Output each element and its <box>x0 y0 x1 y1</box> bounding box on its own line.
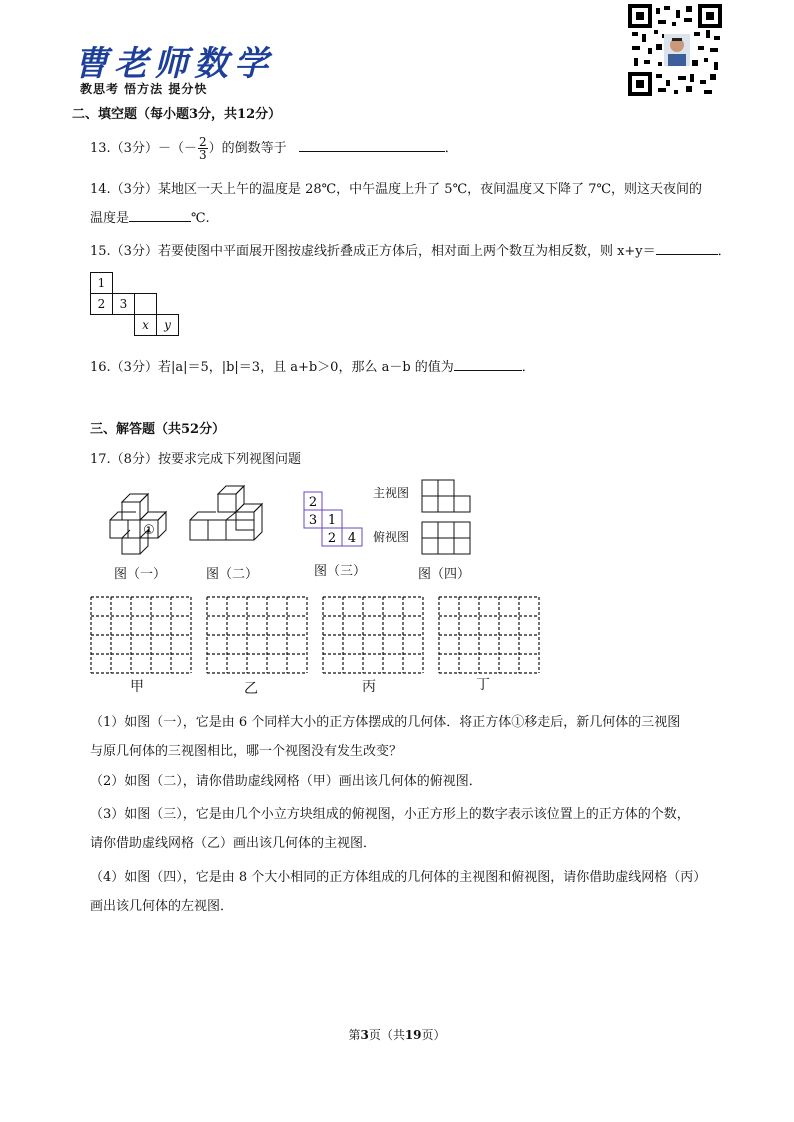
fig4-top-label: 俯视图 <box>373 530 410 544</box>
q16-answer-blank[interactable] <box>454 357 522 371</box>
figure-3-topview <box>302 490 366 550</box>
brand-title: 曹老师数学 <box>74 44 274 84</box>
q17-part3-line2: 请你借助虚线网格（乙）画出该几何体的主视图． <box>90 836 377 851</box>
footer-pre: 第 <box>348 1028 361 1042</box>
q15-cube-net <box>90 272 182 338</box>
grid-label-ding: 丁 <box>476 677 490 693</box>
q14-answer-blank[interactable] <box>129 208 191 222</box>
net-cell-1: 1 <box>90 272 113 294</box>
fig3-num-2: 3 <box>308 513 318 528</box>
footer-mid: 页（共 <box>368 1028 405 1042</box>
figure-1-cubes <box>108 488 184 556</box>
section-3-title: 三、解答题（共52分） <box>90 422 226 437</box>
fig4-label: 图（四） <box>418 567 471 582</box>
fig3-num-4: 2 <box>327 531 337 546</box>
fig2-label: 图（二） <box>206 567 259 582</box>
net-cell-empty <box>134 293 157 315</box>
fig3-num-5: 4 <box>347 531 357 546</box>
q17-part2: （2）如图（二），请你借助虚线网格（甲）画出该几何体的俯视图． <box>90 774 482 789</box>
q13-suffix: ）的倒数等于 <box>208 141 287 156</box>
q13-numerator: 2 <box>198 135 207 149</box>
fig3-num-1: 2 <box>308 495 318 510</box>
q17-title: 17.（8分）按要求完成下列视图问题 <box>90 452 301 467</box>
grid-label-bing: 丙 <box>362 679 376 695</box>
page-footer <box>0 1026 794 1043</box>
grid-label-yi: 乙 <box>244 681 258 697</box>
net-cell-3: 3 <box>112 293 135 315</box>
q17-part3-line1: （3）如图（三），它是由几个小立方块组成的俯视图，小正方形上的数字表示该位置上的正方体的个数， <box>90 807 690 822</box>
grid-label-jia: 甲 <box>130 679 144 695</box>
q14-line1: 14.（3分）某地区一天上午的温度是 28℃，中午温度上升了 5℃，夜间温度又下降了 7℃，则这天夜间的 <box>90 182 703 197</box>
q13-prefix: 13.（3分）－（－ <box>90 141 197 156</box>
fig3-num-3: 1 <box>327 513 337 528</box>
grid-ding[interactable] <box>439 597 539 673</box>
q16-text: 16.（3分）若|a|＝5，|b|＝3，且 a+b＞0，那么 a－b 的值为 <box>90 360 454 375</box>
q17-part4-line2: 画出该几何体的左视图． <box>90 899 234 914</box>
brand-slogan: 教思考 悟方法 提分快 <box>80 82 208 96</box>
fig1-label: 图（一） <box>114 567 167 582</box>
question-13: 13.（3分）－（－ $\frac{2}{3}$ ）的倒数等于 ． <box>90 135 458 162</box>
q15-text: 15.（3分）若要使图中平面展开图按虚线折叠成正方体后，相对面上两个数互为相反数，则 x+y＝ <box>90 244 656 259</box>
footer-post: 页） <box>421 1028 446 1042</box>
fig3-label: 图（三） <box>314 564 367 579</box>
q13-answer-blank[interactable] <box>299 138 445 152</box>
net-cell-y: y <box>156 314 179 336</box>
footer-page-number: 3 <box>360 1028 369 1042</box>
net-cell-2: 2 <box>90 293 113 315</box>
figure-2-cubes <box>188 484 272 544</box>
grid-yi[interactable] <box>207 597 307 673</box>
q14-unit: ℃. <box>191 211 210 226</box>
q13-denominator: 3 <box>198 148 207 162</box>
fig4-front-label: 主视图 <box>373 486 410 500</box>
question-15: 15.（3分）若要使图中平面展开图按虚线折叠成正方体后，相对面上两个数互为相反数，则 x+y＝ ． <box>90 240 731 259</box>
q13-fraction <box>198 136 208 161</box>
fig1-mark: ① <box>143 523 155 538</box>
dashed-grids <box>90 596 550 676</box>
grid-bing[interactable] <box>323 597 423 673</box>
q17-part4-line1: （4）如图（四），它是由 8 个大小相同的正方体组成的几何体的主视图和俯视图，请你借助虚线网格（丙） <box>90 870 707 885</box>
question-16: 16.（3分）若|a|＝5，|b|＝3，且 a+b＞0，那么 a－b 的值为 ． <box>90 356 535 375</box>
section-2-title: 二、填空题（每小题3分，共12分） <box>72 107 282 122</box>
net-cell-x: x <box>134 314 157 336</box>
q17-part1-line2: 与原几何体的三视图相比，哪一个视图没有发生改变？ <box>90 744 403 759</box>
question-14-line2 <box>90 207 210 226</box>
q15-answer-blank[interactable] <box>656 241 718 255</box>
q14-label: 温度是 <box>90 211 130 226</box>
q17-part1-line1: （1）如图（一），它是由 6 个同样大小的正方体摆成的几何体．将正方体①移走后，新几何体的三视图 <box>90 715 681 730</box>
qr-code-icon <box>628 4 722 96</box>
footer-total-pages: 19 <box>404 1028 422 1042</box>
figure-4-views <box>420 478 472 558</box>
grid-jia[interactable] <box>91 597 191 673</box>
